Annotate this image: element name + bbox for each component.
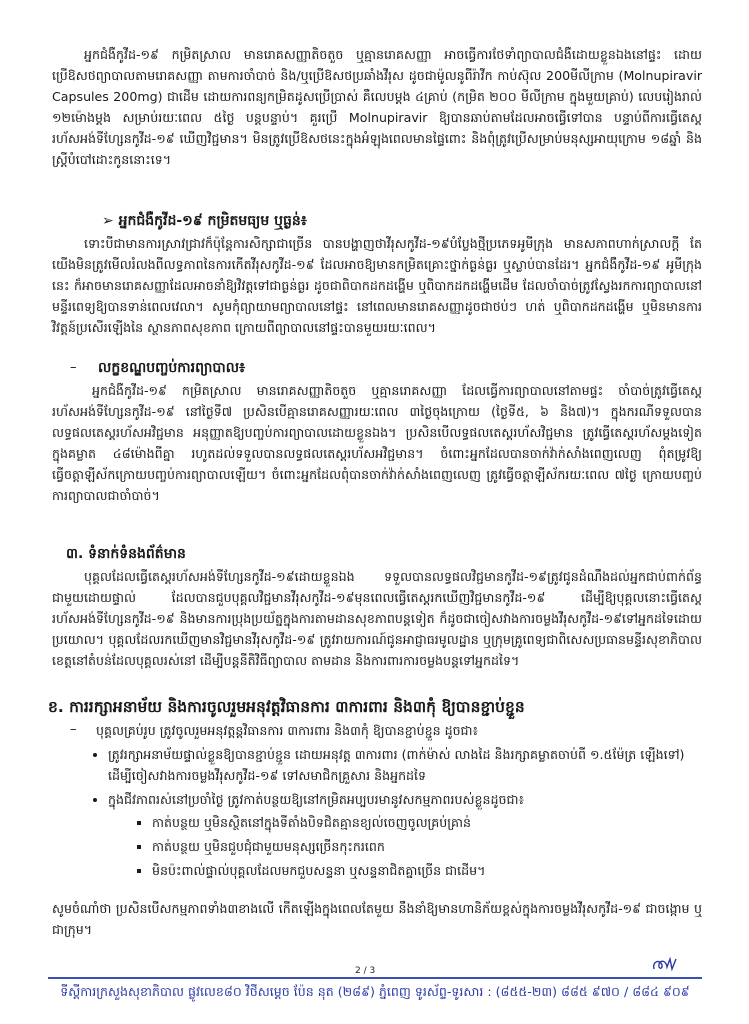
signature-initial-icon [650,955,680,975]
sub-item-closed-spaces: កាត់បន្ថយ ឬមិនស្ថិតនៅក្នុងទីតាំងបិទជិតគ្មានខ្យល់ចេញចូលគ្រប់គ្រាន់ [152,815,472,830]
sub-list [108,812,720,881]
list-item [152,836,720,857]
heading-end-treatment: លក្ខខណ្ឌបញ្ចប់ការព្យាបាល៖ [98,360,246,376]
list-item [108,744,720,786]
page-number: 2 / 3 [355,966,376,976]
paragraph-moderate-severe: ទោះបីជាមានការស្រាវជ្រាវក៏ប៉ុន្តែការសិក្សាជាច្រើន បានបង្ហាញថាវីរុសកូវីដ-១៩បំប្លែងថ្មីប្រភេទអូមីក្រុង មានសភាពហាក់ស្រាលក្តី តែយើងមិនត្រូវមើលរំលងពីលទ្ធភាពនៃការកើតវីរុសកូវីដ-១៩ ដែលអាចឱ្យមានកម្រិតគ្រោះថ្នាក់ធ្ងន់ធ្ងរ ឬស្លាប់បានដែរ។ អ្នកជំងឺកូវីដ-១៩ អូមីក្រុងនេះ ក៏អាចមានរោគសញ្ញាដែលអាចនាំឱ្យវិវត្តទៅជាធ្ងន់ធ្ងរ ដូចជាពិបាកដកដង្ហើម ឬពិបាកដកដង្ហើមដើម ដែលចាំបាច់ត្រូវស្វែងរកការព្យាបាលនៅមន្ទីរពេទ្យឱ្យបានទាន់ពេលវេលា។ សូមកុំព្យាយាមព្យាបាលនៅផ្ទះ នៅពេលមានរោគសញ្ញាដូចជាថប់ៗ ហត់ ឬពិបាកដកដង្ហើម ឬមិនមានការវិវត្តន៍ប្រសើរឡើងនៃ ស្ថានភាពសុខភាព ក្រោយពីព្យាបាលនៅផ្ទះបានមួយរយៈពេល។ [52,236,702,335]
list-item [108,789,720,881]
sub-item-close-contact: មិនប៉ះពាល់ផ្ទាល់បុគ្គលដែលមកជួបសន្ទនា ឬសន្ទនាជិតគ្នាច្រើន ជាដើម។ [152,863,486,878]
heading-section-3: ៣. ទំនាក់ទំនងព័ត៌មាន [66,546,186,562]
paragraph-end-treatment: អ្នកជំងឺកូវីដ-១៩ កម្រិតស្រាល មានរោគសញ្ញាតិចតួច ឬគ្មានរោគសញ្ញា ដែលធ្វើការព្យាបាលនៅតាមផ្ទះ ចាំបាច់ត្រូវធ្វើតេស្តរហ័សអង់ទីហ្សែនកូវីដ-១៩ នៅថ្ងៃទី៧ ប្រសិនបើគ្មានរោគសញ្ញារយៈពេល ៣ថ្ងៃចុងក្រោយ (ថ្ងៃទី៥, ៦ និង៧)។ ក្នុងករណីទទួលបានលទ្ធផលតេស្តរហ័សអវិជ្ជមាន អនុញ្ញាតឱ្យបញ្ចប់ការព្យាបាលដោយខ្លួនឯង។ ប្រសិនបើលទ្ធផលតេស្តរហ័សវិជ្ជមាន ត្រូវធ្វើតេស្តរហ័សម្តងទៀតក្នុងគម្លាត ៤៨ម៉ោងពីគ្នា រហូតដល់ទទួលបានលទ្ធផលតេស្តរហ័សអវិជ្ជមាន។ ចំពោះអ្នកដែលបានចាក់វ៉ាក់សាំងពេញលេញ ពុំតម្រូវឱ្យធ្វើចត្តាឡីស័កក្រោយបញ្ចប់ការព្យាបាលឡើយ។ ចំពោះអ្នកដែលពុំបានចាក់វ៉ាក់សាំងពេញលេញ ត្រូវធ្វើចត្តាឡីស័ករយៈពេល ៧ថ្ងៃ ក្រោយបញ្ចប់ការព្យាបាលជាចាំបាច់។ [52,383,702,503]
dash-marker: – [70,360,77,375]
bullet-reduce-activities: ក្នុងជីវភាពរស់នៅប្រចាំថ្ងៃ ត្រូវកាត់បន្ថយឱ្យនៅកម្រិតអប្បបរមានូវសកម្មភាពរបស់ខ្លួនដូចជា៖ [108,792,525,807]
heading-section-kha: ខ. ការរក្សាអនាម័យ និងការចូលរួមអនុវត្តវិធានការ ៣ការពារ និង៣កុំ ឱ្យបានខ្ជាប់ខ្ជួន [48,698,525,716]
footer-address: ទីស្តីការក្រសួងសុខាភិបាល ផ្លូវលេខ៨០ វិថីសម្តេច ប៉ែន នុត (២៨៩) ភ្នំពេញ ទូរស័ព្ទ-ទូរសារ : (៨៥៥-២៣) ៨៨៥ ៩៧០ / ៨៨៤ ៩០៩ [60,984,690,999]
paragraph-contact-info: បុគ្គលដែលធ្វើតេស្តរហ័សអង់ទីហ្សែនកូវីដ-១៩ដោយខ្លួនឯង ទទួលបានលទ្ធផលវិជ្ជមានកូវីដ-១៩ត្រូវជូនដំណឹងដល់អ្នកជាប់ពាក់ព័ន្ធជាមួយដោយផ្ទាល់ ដែលបានជួបបុគ្គលវិជ្ជមានវីរុសកូវីដ-១៩មុនពេលធ្វើតេស្តរកឃើញវិជ្ជមានកូវីដ-១៩ ដើម្បីឱ្យបុគ្គលនោះធ្វើតេស្តរហ័សអង់ទីហ្សែនកូវីដ-១៩ និងមានការប្រុងប្រយ័ត្នក្នុងការតាមដានសុខភាពបន្តទៀត ក៏ដូចជាចៀសវាងការចម្លងវីរុសកូវីដ-១៩ទៅអ្នកដទៃដោយប្រយោល។ បុគ្គលដែលរកឃើញមានវិជ្ជមានវីរុសកូវីដ-១៩ ត្រូវរាយការណ៍ជូនអាជ្ញាធរមូលដ្ឋាន ឬក្រុមគ្រូពេទ្យជាពិសេសប្រធានមន្ទីរសុខាភិបាលខេត្តនៅតំបន់ដែលបុគ្គលរស់នៅ ដើម្បីបន្តនីតិវិធីព្យាបាល តាមដាន និងការពារការចម្លងបន្តទៅអ្នកដទៃ។ [52,569,702,668]
dash-marker: – [70,722,77,737]
list-item [152,812,720,833]
sub-item-crowds: កាត់បន្ថយ ឬមិនជួបជុំជាមួយមនុស្សច្រើនកុះករពេក [152,839,385,854]
paragraph-final-note: សូមចំណាំថា ប្រសិនបើសកម្មភាពទាំង៣ខាងលើ កើតឡើងក្នុងពេលតែមួយ នឹងនាំឱ្យមានហានិភ័យខ្ពស់ក្នុងការចម្លងវីរុសកូវីដ-១៩ ជាចង្កោម ឬ ជាក្រុម។ [52,901,702,937]
measures-list [88,744,720,884]
footer-divider [48,977,702,979]
heading-moderate-severe: ➢ អ្នកជំងឺកូវីដ-១៩ កម្រិតមធ្យម ឬធ្ងន់៖ [102,213,307,229]
paragraph-mild-treatment: អ្នកជំងឺកូវីដ-១៩ កម្រិតស្រាល មានរោគសញ្ញាតិចតួច ឬគ្មានរោគសញ្ញា អាចធ្វើការថែទាំព្យាបាលជំងឺដោយខ្លួនឯងនៅផ្ទះ ដោយប្រើឱសថព្យាបាលតាមរោគសញ្ញា តាមការចាំបាច់ និង/ឬប្រើឱសថប្រឆាំងវីរុស ដូចជាម៉ូលនូពីរ៉ាវីក កាប់ស៊ុល 200មីលីក្រាម (Molnupiravir Capsules 200mg) ជាដើម ដោយការពន្យកម្រិតដូសប្រើប្រាស់ គឺលេបម្តង ៤គ្រាប់ (កម្រិត ២០០ មីលីក្រាម ក្នុងមួយគ្រាប់) លេបរៀងរាល់ ១២ម៉ោងម្តង សម្រាប់រយៈពេល ៥ថ្ងៃ បន្តបន្ទាប់។ គួរប្រើ Molnupiravir ឱ្យបានឆាប់តាមដែលអាចធ្វើទៅបាន បន្ទាប់ពីការធ្វើតេស្តរហ័សអង់ទីហ្សែនកូវីដ-១៩ ឃើញវិជ្ជមាន។ មិនត្រូវប្រើឱសថនេះក្នុងអំឡុងពេលមានផ្ទៃពោះ និងពុំត្រូវប្រើសម្រាប់មនុស្សអាយុក្រោម ១៨ឆ្នាំ និងស្ត្រីបំបៅដោះកូននោះទេ។ [52,47,702,167]
measures-intro-line: បុគ្គលគ្រប់រូប ត្រូវចូលរួមអនុវត្តន្តវិធានការ ៣ការពារ និង៣កុំ ឱ្យបានខ្ជាប់ខ្ជួន ដូចជា៖ [96,723,479,738]
list-item [152,860,720,881]
bullet-hygiene: ត្រូវរក្សាអនាម័យផ្ទាល់ខ្លួនឱ្យបានខ្ជាប់ខ្ជួន ដោយអនុវត្ត ៣ការពារ (ពាក់ម៉ាស់ លាងដៃ និងរក្សាគម្លាតចាប់ពី ១.៥ម៉ែត្រ ឡើងទៅ) ដើម្បីចៀសវាងការចម្លងវីរុសកូវីដ-១៩ ទៅសមាជិកគ្រួសារ និងអ្នកដទៃ [108,747,685,783]
